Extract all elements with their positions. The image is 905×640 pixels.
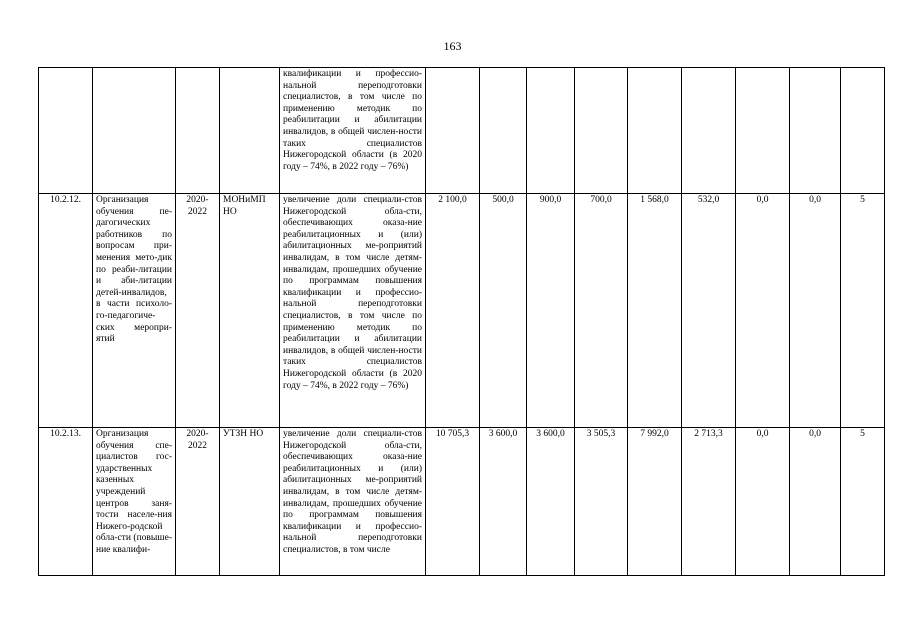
value-cell [736,68,790,194]
indicator-cell: увеличение доли специали-стов Нижегородской обла-сти, обеспечивающих оказа-ние реабилитационных и (или) абилитационных ме-роприятий инвалидам, в том числе детям-инвалидам, прошедших обучение по программам повышения квалификации и профессио-нальной переподготовки специалистов, в том числе [280,428,426,576]
value-cell [841,68,885,194]
measure-executor-cell [220,68,280,194]
value-cell [628,68,682,194]
program-table [38,67,885,576]
value-cell: 10 705,3 [426,428,480,576]
value-cell: 2 100,0 [426,194,480,428]
value-cell [682,68,736,194]
value-cell: 3 600,0 [480,428,527,576]
measure-code-cell: 10.2.12. [39,194,93,428]
indicator-cell: квалификации и профессио-нальной переподготовки специалистов, в том числе по применению методик по реабилитации и абилитации инвалидов, в общей числен-ности таких специалистов Нижегородской области (в 2020 году – 74%, в 2022 году – 76%) [280,68,426,194]
value-cell: 3 505,3 [575,428,628,576]
value-cell: 5 [841,194,885,428]
value-cell: 7 992,0 [628,428,682,576]
measure-code-cell [39,68,93,194]
value-cell: 5 [841,428,885,576]
measure-name-cell [93,68,176,194]
value-cell: 0,0 [736,428,790,576]
value-cell: 500,0 [480,194,527,428]
value-cell: 3 600,0 [527,428,575,576]
value-cell [575,68,628,194]
value-cell [790,68,841,194]
page-number: 163 [443,39,462,53]
value-cell: 0,0 [790,194,841,428]
value-cell: 1 568,0 [628,194,682,428]
table-row [39,68,885,194]
value-cell: 0,0 [736,194,790,428]
measure-code-cell: 10.2.13. [39,428,93,576]
value-cell [480,68,527,194]
value-cell: 900,0 [527,194,575,428]
measure-name-cell: Организация обучения спе-циалистов гос-ударственных казенных учреждений центров заня-тости населе-ния Нижего-родской обла-сти (повыше-ние квалифи- [93,428,176,576]
value-cell [527,68,575,194]
measure-years-cell: 2020-2022 [176,194,220,428]
value-cell: 2 713,3 [682,428,736,576]
value-cell [426,68,480,194]
measure-executor-cell: УТЗН НО [220,428,280,576]
value-cell: 532,0 [682,194,736,428]
measure-years-cell: 2020-2022 [176,428,220,576]
measure-years-cell [176,68,220,194]
indicator-cell: увеличение доли специали-стов Нижегородской обла-сти, обеспечивающих оказа-ние реабилитационных и (или) абилитационных ме-роприятий инвалидам, в том числе детям-инвалидам, прошедших обучение по программам повышения квалификации и профессио-нальной переподготовки специалистов, в том числе по применению методик по реабилитации и абилитации инвалидов, в общей числен-ности таких специалистов Нижегородской области (в 2020 году – 74%, в 2022 году – 76%) [280,194,426,428]
value-cell: 0,0 [790,428,841,576]
table-row [39,194,885,428]
value-cell: 700,0 [575,194,628,428]
measure-executor-cell: МОНиМП НО [220,194,280,428]
table-row [39,428,885,576]
measure-name-cell: Организация обучения пе-дагогических работников по вопросам при-менения мето-дик по реаби-литации и аби-литации детей-инвалидов, в части психоло-го-педагогиче-ских меропри-ятий [93,194,176,428]
